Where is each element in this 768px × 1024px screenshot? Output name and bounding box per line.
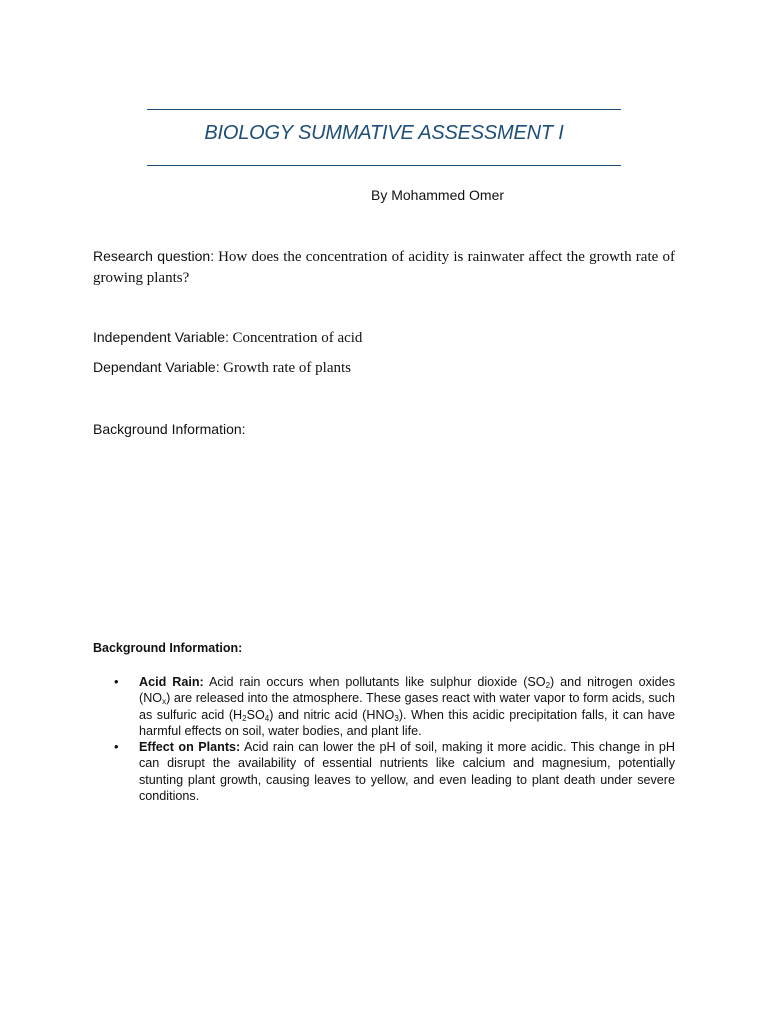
sub-nox: x — [162, 697, 167, 707]
bullet-effect-on-plants-text: Acid rain can lower the pH of soil, making it more acidic. This change in pH can disrupt the availability of essential nutrients like calcium and magnesium, potentially stunting plant growth, causing leaves to yellow, and even leading to plant death under severe conditions. — [139, 740, 675, 804]
dependent-variable — [93, 357, 675, 379]
independent-variable-text: Concentration of acid — [232, 330, 363, 346]
independent-variable-label: Independent Variable: — [93, 329, 229, 345]
document-title: BIOLOGY SUMMATIVE ASSESSMENT I — [204, 122, 564, 144]
independent-variable — [93, 327, 675, 349]
bullet-dot-icon: • — [114, 674, 119, 689]
research-question — [93, 246, 675, 289]
background-heading-second: Background Information: — [93, 641, 243, 655]
research-question-text: How does the concentration of acidity is rainwater affect the growth rate of growing plants? — [93, 249, 676, 286]
bullet-acid-rain-text-5: ) and nitric acid (HNO — [269, 707, 395, 722]
sub-so2: 2 — [545, 681, 551, 690]
background-heading-first: Background Information: — [93, 421, 246, 437]
bullet-effect-on-plants-term: Effect on Plants: — [139, 740, 241, 755]
bullet-acid-rain-text-3: ) are released into the atmosphere. These gases react with water vapor to form acids, such as sulfuric acid (H — [139, 691, 675, 722]
bullet-acid-rain-text-2: ) and nitrogen oxides (NO — [139, 675, 675, 706]
bullet-acid-rain-text-4: SO — [246, 707, 265, 722]
dependent-variable-text: Growth rate of plants — [223, 360, 351, 376]
bullet-acid-rain — [93, 674, 675, 739]
sub-h2: 2 — [242, 713, 247, 723]
bullet-dot-icon: • — [114, 739, 119, 755]
bullet-effect-on-plants — [93, 739, 675, 804]
sub-hno3: 3 — [394, 713, 399, 723]
title-bottom-rule — [147, 165, 621, 166]
dependent-variable-label: Dependant Variable: — [93, 359, 220, 375]
bullet-acid-rain-text-6: ). When this acidic precipitation falls, it can have harmful effects on soil, water bodies, and plant life. — [139, 707, 675, 738]
background-bullet-list — [93, 674, 675, 804]
research-question-label: Research question: — [93, 248, 215, 264]
author-byline: By Mohammed Omer — [371, 187, 505, 203]
sub-so4: 4 — [264, 713, 270, 723]
bullet-acid-rain-term: Acid Rain: — [139, 675, 204, 689]
bullet-acid-rain-text-1: Acid rain occurs when pollutants like sulphur dioxide (SO — [203, 675, 546, 689]
title-top-rule — [147, 109, 621, 110]
